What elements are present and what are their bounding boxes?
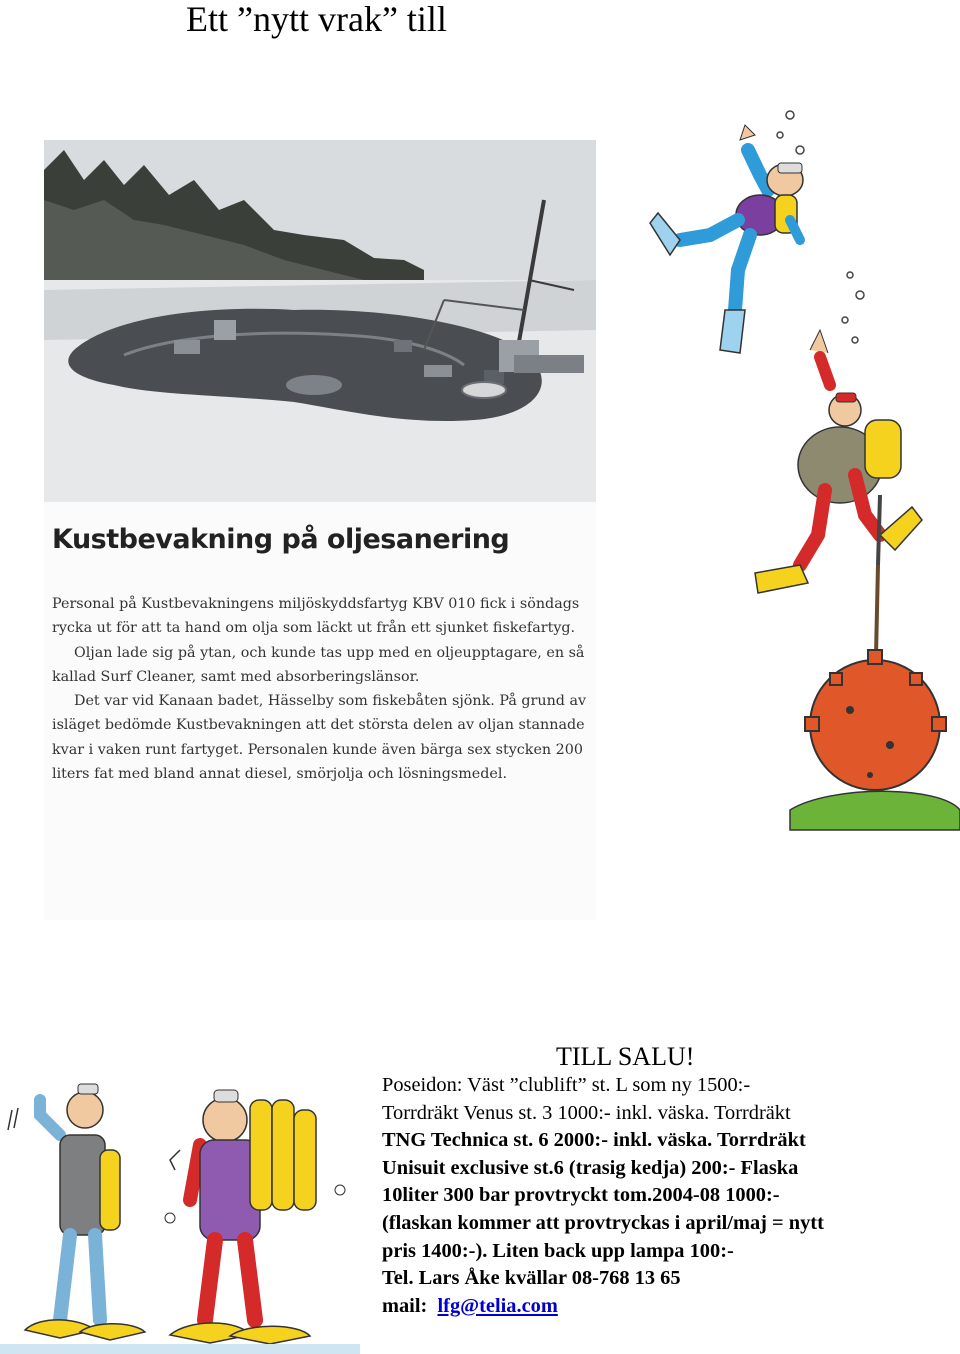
- diver-on-mine-icon: [755, 330, 922, 593]
- for-sale-ad: [382, 1042, 952, 1320]
- sale-line: Torrdräkt Venus st. 3 1000:- inkl. väska. Torrdräkt: [382, 1101, 791, 1124]
- clipping-article: [52, 592, 588, 786]
- diver-with-tanks-icon: [165, 1090, 345, 1344]
- email-link[interactable]: lfg@telia.com: [437, 1294, 558, 1317]
- newspaper-clipping: [44, 140, 596, 920]
- sale-line: 10liter 300 bar provtryckt tom.2004-08 1000:-: [382, 1184, 780, 1207]
- article-paragraph: Oljan lade sig på ytan, och kunde tas upp med en oljeupptagare, en så kallad Surf Cleaner, samt med absorberingslänsor.: [52, 644, 585, 685]
- article-paragraph: Det var vid Kanaan badet, Hässelby som fiskebåten sjönk. På grund av isläget bedömde Kustbevakningen att det största delen av oljan stannade kvar i vaken runt fartyget. Personalen kunde även bärga sex stycken 200 liters fat med bland annat diesel, smörjolja och lösningsmedel.: [52, 693, 587, 783]
- diver-falling-icon: [650, 125, 803, 353]
- shipwreck-photo: [44, 140, 596, 502]
- clipping-headline: Kustbevakning på oljesanering: [52, 524, 510, 555]
- mail-line: [382, 1293, 952, 1321]
- article-paragraph: Personal på Kustbevakningens miljöskyddsfartyg KBV 010 fick i söndags rycka ut för att ta hand om olja som läckt ut från ett sjunket fiskefartyg.: [52, 596, 580, 637]
- sale-line: Poseidon: Väst ”clublift” st. L som ny 1500:-: [382, 1074, 751, 1096]
- sea-mine-icon: [790, 565, 960, 830]
- mail-label: mail:: [382, 1294, 428, 1317]
- sale-line: Tel. Lars Åke kvällar 08-768 13 65: [382, 1267, 681, 1290]
- diver-thinking-icon: [8, 1084, 145, 1340]
- cartoon-two-divers: [0, 1040, 360, 1354]
- sale-line: pris 1400:-). Liten back upp lampa 100:-: [382, 1239, 734, 1262]
- page-title: Ett ”nytt vrak” till: [186, 0, 447, 39]
- sale-heading: TILL SALU!: [556, 1042, 695, 1071]
- sale-line: TNG Technica st. 6 2000:- inkl. väska. Torrdräkt: [382, 1129, 806, 1152]
- sale-line: (flaskan kommer att provtryckas i april/maj = nytt: [382, 1211, 824, 1234]
- sale-line: Unisuit exclusive st.6 (trasig kedja) 200:- Flaska: [382, 1156, 799, 1179]
- cartoon-divers-mine: [640, 95, 960, 855]
